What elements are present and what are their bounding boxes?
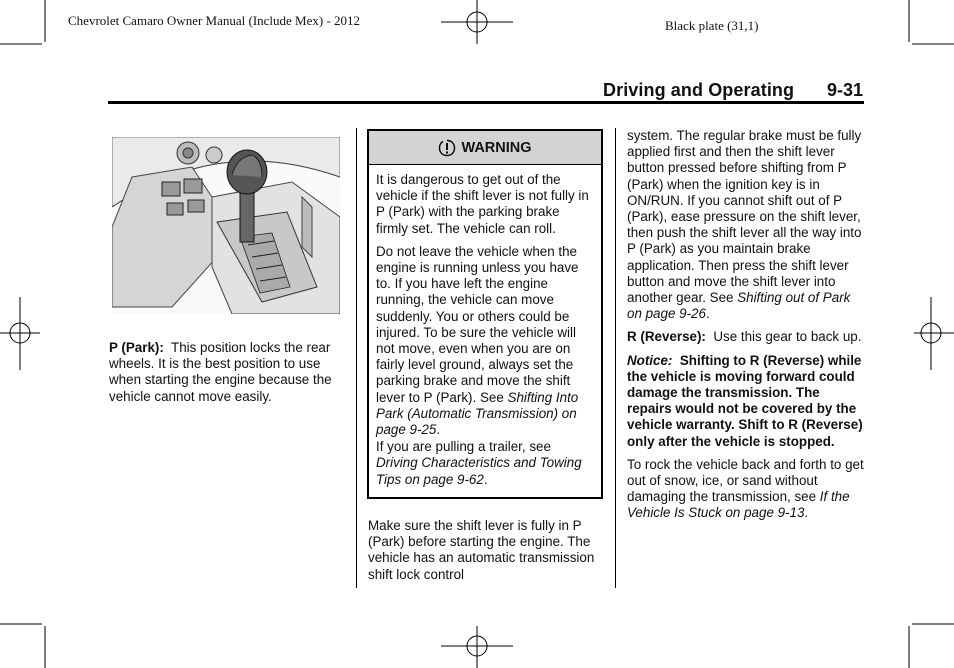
- shift-lock-intro: Make sure the shift lever is fully in P (Park) before starting the engine. The vehicle has an automatic transmission shift lock control: [368, 518, 595, 582]
- shifting-into-park-link[interactable]: Shifting Into Park (Automatic Transmission) on page 9-25: [376, 389, 579, 438]
- warning-paragraph-2: Do not leave the vehicle when the engine is running unless you have to. If you have left the engine running, the vehicle can move suddenly. You or others could be injured. To be sure the vehicle will not move, even when you are on fairly level ground, always set the parking brake and move the shift lever to P (Park). See Shifting Into Park (Automatic Transmission) on page 9-25.: [376, 243, 579, 438]
- notice-label: Notice:: [627, 352, 673, 368]
- warning-header: [369, 131, 601, 165]
- park-term: P (Park):: [109, 340, 164, 355]
- warning-icon: [438, 139, 456, 157]
- warning-paragraph-1: It is dangerous to get out of the vehicle if the shift lever is not fully in P (Park) with the parking brake firmly set. The vehicle can roll.: [376, 172, 589, 236]
- column-3: [627, 128, 865, 529]
- park-description: [109, 340, 347, 412]
- notice: Notice: Shifting to R (Reverse) while the vehicle is moving forward could damage the transmission. The repairs would not be covered by the vehicle warranty. Shift to R (Reverse) only after the vehicle is stopped.: [627, 352, 863, 449]
- vehicle-stuck-link[interactable]: If the Vehicle Is Stuck on page 9-13: [627, 489, 850, 521]
- plate-label: Black plate (31,1): [665, 18, 759, 33]
- manual-title: Chevrolet Camaro Owner Manual (Include Mex) - 2012: [68, 13, 361, 28]
- warning-box: [367, 129, 603, 499]
- page-number: 9-31: [827, 80, 864, 100]
- section-title: Driving and Operating: [603, 80, 795, 100]
- warning-paragraph-3: If you are pulling a trailer, see Driving Characteristics and Towing Tips on page 9-62.: [376, 439, 582, 487]
- shift-lock-continued: system. The regular brake must be fully applied first and then the shift lever button pressed before shifting from P (Park) when the ignition key is in ON/RUN. If you cannot shift out of P (Park), ease pressure on the shift lever, then push the shift lever all the way into P (Park) as you maintain brake application. Then press the shift lever button and move the shift lever into another gear. See Shifting out of Park on page 9-26.: [627, 128, 862, 322]
- reverse-description: R (Reverse): Use this gear to back up.: [627, 329, 862, 345]
- warning-title: WARNING: [461, 139, 532, 156]
- towing-tips-link[interactable]: Driving Characteristics and Towing Tips on page 9-62: [376, 455, 582, 487]
- rock-vehicle-text: To rock the vehicle back and forth to get out of snow, ice, or sand without damaging the transmission, see If the Vehicle Is Stuck on page 9-13.: [627, 456, 864, 521]
- shifting-out-of-park-link[interactable]: Shifting out of Park on page 9-26: [627, 290, 851, 322]
- shift-lever-illustration: [112, 137, 340, 314]
- column-divider-1: [356, 128, 357, 588]
- column-divider-2: [615, 128, 616, 588]
- park-text: This position locks the rear wheels. It is the best position to use when starting the engine because the vehicle cannot move easily.: [109, 340, 332, 404]
- header-rule: [108, 101, 864, 104]
